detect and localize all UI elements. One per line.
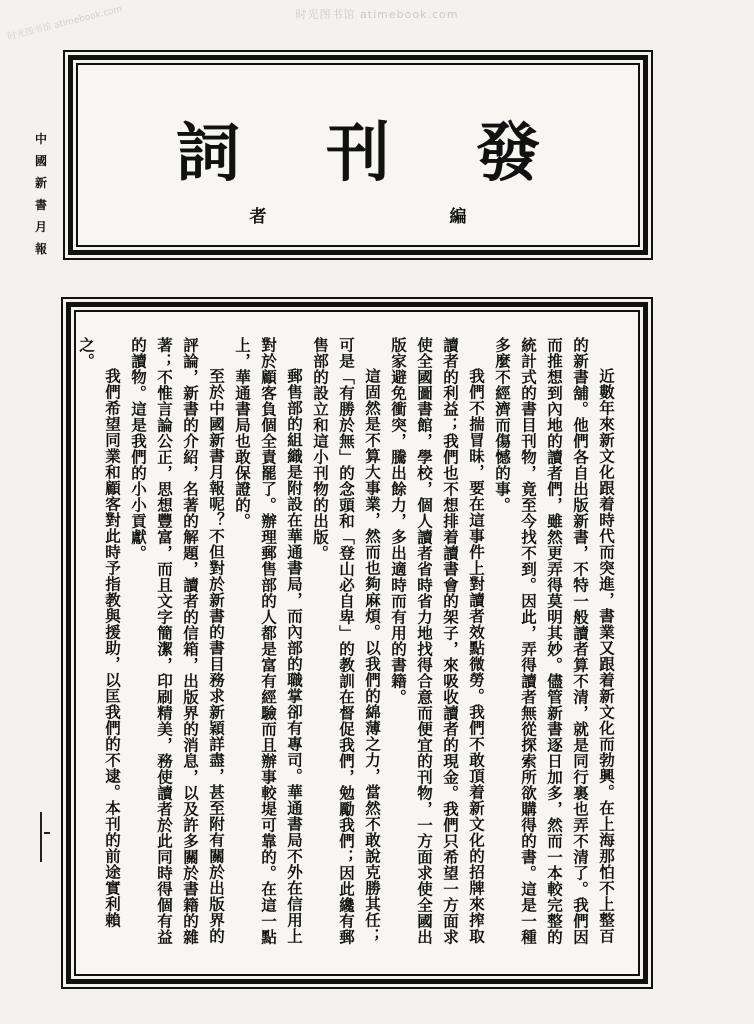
byline: [73, 202, 643, 227]
running-head: [34, 128, 48, 260]
running-head-char: 中: [34, 132, 47, 146]
running-head-char: 報: [34, 242, 47, 256]
corner-watermark-text: 时光图书馆 atimebook.com: [6, 4, 124, 43]
title-char: 發: [476, 116, 540, 191]
binding-mark: [40, 812, 50, 862]
running-head-char: 新: [34, 176, 47, 190]
running-head-char: 月: [34, 220, 47, 234]
paragraph: 我們不揣冒昧，要在這事件上對讀者效點微勞。我們不敢頂着新文化的招牌來搾取讀者的利益；我們也不想排着讀書會的架子，來吸收讀者的現金。我們只希望一方面求使全國圖書館，學校，個人讀者省時省力地找得合意而便宜的刊物，一方面求使全國出版家避免衝突，騰出餘力，多出適時而有用的書籍。: [389, 337, 486, 945]
article-body: [77, 337, 619, 947]
paragraph: 郵售部的組織是附設在華通書局，而內部的職掌卻有專司。華通書局不外在信用上對於顧客負個全責罷了。辦理郵售部的人都是富有經驗而且辦事較堤可靠的。在這一點上，華通書局也敢保證的。: [233, 337, 304, 945]
title-frame: [68, 55, 648, 255]
byline-char: 者: [249, 207, 267, 227]
page-title: [73, 102, 643, 194]
watermark-text: 时光图书馆 atimebook.com: [295, 8, 459, 21]
article-frame: [66, 302, 648, 984]
paragraph: 這固然是不算大事業，然而也夠麻煩。以我們的綿薄之力，當然不敢說克勝其任；可是「有勝於無」的念頭和「登山必自卑」的教訓在督促我們，勉勵我們；因此纔有郵售部的設立和這小刊物的出版。: [311, 337, 382, 945]
paragraph: 至於中國新書月報呢？不但對於新書的書目務求新穎詳盡，甚至附有關於出版界的評論，新書的介紹，名著的解題，讀者的信箱，出版界的消息，以及許多關於書籍的雜著；不惟言論公正，思想豐富，而且文字簡潔，印刷精美，務使讀者於此同時得個有益的讀物。這是我們的小小貢獻。: [129, 337, 226, 945]
running-head-char: 書: [34, 198, 47, 212]
title-char: 詞: [176, 116, 240, 191]
title-char: 刊: [326, 116, 390, 191]
running-head-char: 國: [34, 154, 47, 168]
paragraph: 我們希望同業和顧客對此時予指教與援助，以匡我們的不逮。本刊的前途實利賴之。: [77, 337, 122, 928]
byline-char: 編: [449, 207, 467, 227]
paragraph: 近數年來新文化跟着時代而突進，書業又跟着新文化而勃興。在上海那怕不上整百的新書舖。他們各自出版新書，不特一般讀者算不清，就是同行裏也弄不清了。我們因而推想到內地的讀者們，雖然更弄得莫明其妙。儘管新書逐日加多，然而一本較完整的統計式的書目刊物，竟至今找不到。因此，弄得讀者無從探索所欲購得的書。這是一種多麼不經濟而傷憾的事。: [493, 337, 616, 945]
